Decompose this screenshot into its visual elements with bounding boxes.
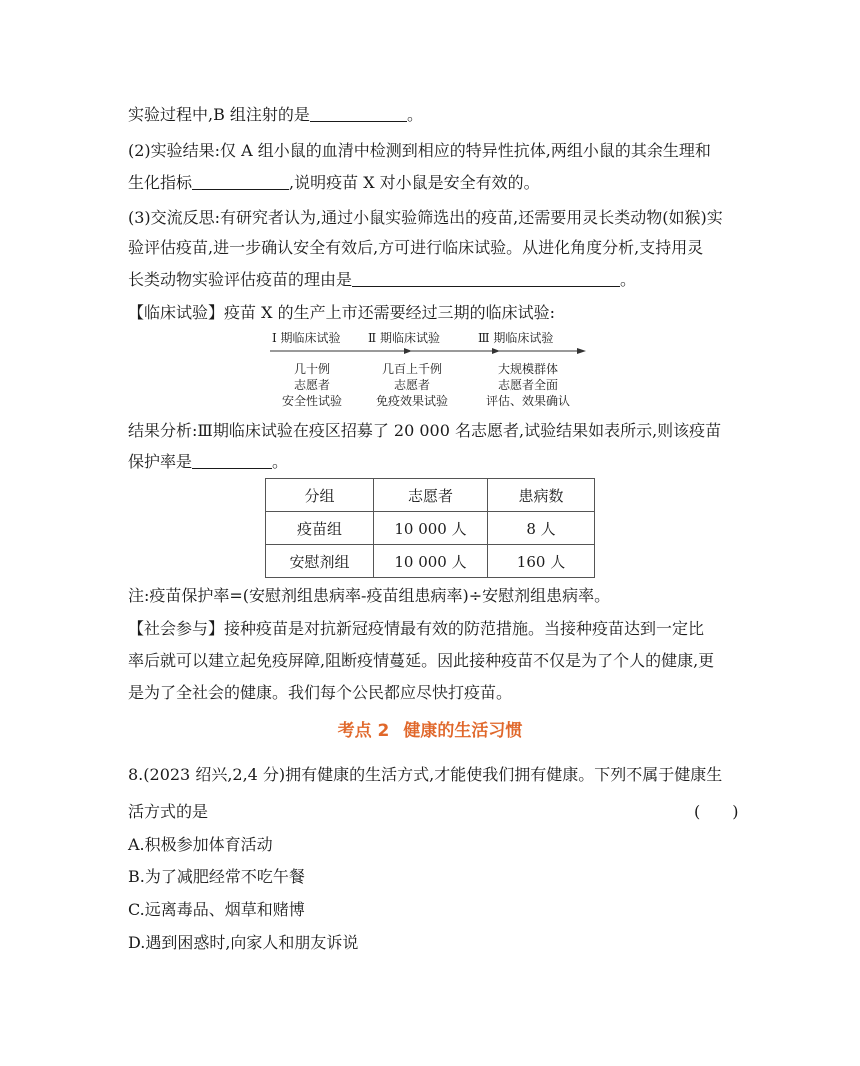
table-cell: 疫苗组 bbox=[266, 512, 374, 545]
clinical-intro: 【临床试验】疫苗 X 的生产上市还需要经过三期的临床试验: bbox=[128, 303, 555, 322]
phase-2-description: 几百上千例 志愿者 免疫效果试验 bbox=[375, 362, 448, 408]
section-heading: 考点 2 健康的生活习惯 bbox=[337, 721, 523, 741]
table-row bbox=[266, 512, 595, 545]
table-header-cell: 患病数 bbox=[488, 479, 595, 512]
question-line: 长类动物实验评估疫苗的理由是 。 bbox=[128, 270, 637, 289]
option-c: C.远离毒品、烟草和赌博 bbox=[128, 900, 305, 919]
analysis-line: 保护率是 。 bbox=[128, 452, 289, 471]
answer-blank bbox=[352, 270, 620, 287]
formula-note: 注:疫苗保护率=(安慰剂组患病率-疫苗组患病率)÷安慰剂组患病率。 bbox=[128, 586, 611, 605]
analysis-line: 结果分析:Ⅲ期临床试验在疫区招募了 20 000 名志愿者,试验结果如表所示,则该疫苗 bbox=[128, 421, 722, 440]
table-header-cell: 志愿者 bbox=[374, 479, 488, 512]
table-row bbox=[266, 545, 595, 578]
option-b: B.为了减肥经常不吃午餐 bbox=[128, 867, 305, 886]
question-line: 验评估疫苗,进一步确认安全有效后,方可进行临床试验。从进化角度分析,支持用灵 bbox=[128, 238, 704, 257]
phase-1-description: 几十例 志愿者 安全性试验 bbox=[281, 362, 342, 408]
question-line: 生化指标 ,说明疫苗 X 对小鼠是安全有效的。 bbox=[128, 173, 540, 192]
question-line: 实验过程中,B 组注射的是 。 bbox=[128, 105, 423, 124]
social-line: 率后就可以建立起免疫屏障,阻断疫情蔓延。因此接种疫苗不仅是为了个人的健康,更 bbox=[128, 651, 715, 670]
question-8-stem: 活方式的是 bbox=[128, 802, 209, 821]
results-table bbox=[265, 478, 595, 578]
option-d: D.遇到困惑时,向家人和朋友诉说 bbox=[128, 933, 359, 952]
answer-blank bbox=[310, 105, 407, 122]
social-line: 【社会参与】接种疫苗是对抗新冠疫情最有效的防范措施。当接种疫苗达到一定比 bbox=[128, 619, 705, 638]
answer-blank bbox=[192, 452, 272, 469]
clinical-trial-flow-diagram bbox=[268, 329, 590, 413]
phase-3-label: Ⅲ 期临床试验 bbox=[478, 331, 554, 345]
phase-1-label: Ⅰ 期临床试验 bbox=[272, 331, 341, 345]
answer-bracket: ( ) bbox=[694, 802, 739, 821]
phase-3-description: 大规模群体 志愿者全面 评估、效果确认 bbox=[485, 362, 570, 408]
table-cell: 8 人 bbox=[488, 512, 595, 545]
question-8-stem: 8.(2023 绍兴,2,4 分)拥有健康的生活方式,才能使我们拥有健康。下列不属于健康生 bbox=[128, 765, 723, 784]
table-cell: 160 人 bbox=[488, 545, 595, 578]
table-header-cell: 分组 bbox=[266, 479, 374, 512]
table-cell: 10 000 人 bbox=[374, 545, 488, 578]
table-cell: 安慰剂组 bbox=[266, 545, 374, 578]
phase-2-label: Ⅱ 期临床试验 bbox=[368, 331, 440, 345]
social-line: 是为了全社会的健康。我们每个公民都应尽快打疫苗。 bbox=[128, 683, 513, 702]
option-a: A.积极参加体育活动 bbox=[128, 835, 273, 854]
table-header-row bbox=[266, 479, 595, 512]
answer-blank bbox=[192, 173, 289, 190]
question-line: (3)交流反思:有研究者认为,通过小鼠实验筛选出的疫苗,还需要用灵长类动物(如猴)实 bbox=[128, 208, 723, 227]
table-cell: 10 000 人 bbox=[374, 512, 488, 545]
question-line: (2)实验结果:仅 A 组小鼠的血清中检测到相应的特异性抗体,两组小鼠的其余生理和 bbox=[128, 141, 711, 160]
